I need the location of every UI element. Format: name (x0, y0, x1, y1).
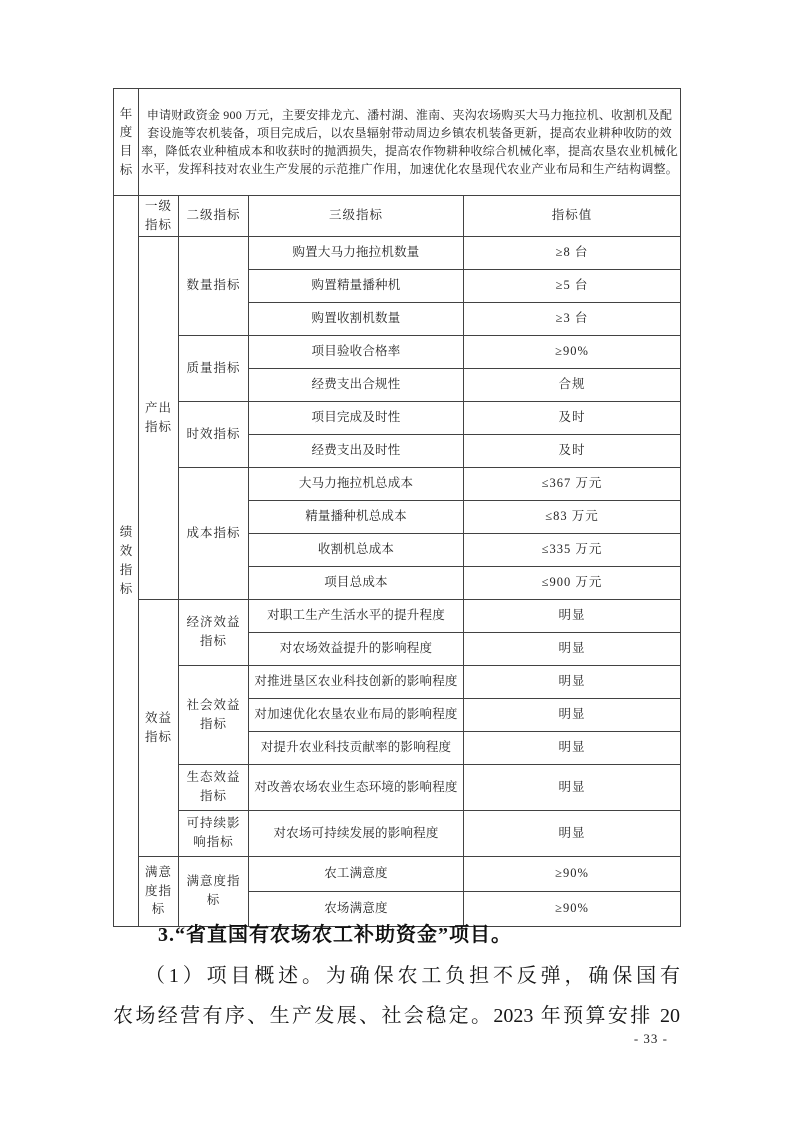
value-cell: 明显 (464, 599, 681, 632)
level1-label-output: 产出指标 (139, 236, 179, 599)
level2-label-ecological: 生态效益指标 (179, 764, 249, 810)
level2-label-economic: 经济效益指标 (179, 599, 249, 665)
performance-indicators-table (113, 88, 681, 927)
section-heading: 3.“省直国有农场农工补助资金”项目。 (158, 924, 512, 946)
paragraph-line-1: （1）项目概述。为确保农工负担不反弹，确保国有 (145, 965, 680, 987)
value-cell: ≤900 万元 (464, 566, 681, 599)
value-cell: ≤335 万元 (464, 533, 681, 566)
value-cell: 及时 (464, 401, 681, 434)
col-header-level1: 一级指标 (139, 196, 179, 237)
value-cell: 明显 (464, 632, 681, 665)
level2-label-cost: 成本指标 (179, 467, 249, 599)
indicator-cell: 对推进垦区农业科技创新的影响程度 (249, 665, 464, 698)
indicator-cell: 对加速优化农垦农业布局的影响程度 (249, 698, 464, 731)
table-row (114, 599, 681, 632)
indicator-cell: 项目总成本 (249, 566, 464, 599)
indicator-cell: 项目验收合格率 (249, 335, 464, 368)
value-cell: ≤367 万元 (464, 467, 681, 500)
value-cell: ≥90% (464, 856, 681, 891)
table-row (114, 856, 681, 891)
perf-side-label: 绩效指标 (114, 196, 139, 927)
indicator-cell: 对农场可持续发展的影响程度 (249, 810, 464, 856)
table-row (114, 764, 681, 810)
col-header-value: 指标值 (464, 196, 681, 237)
level1-label-satisfaction: 满意度指标 (139, 856, 179, 926)
value-cell: ≥90% (464, 335, 681, 368)
indicator-cell: 购置收割机数量 (249, 302, 464, 335)
level2-label-timeliness: 时效指标 (179, 401, 249, 467)
value-cell: 明显 (464, 731, 681, 764)
value-cell: 明显 (464, 698, 681, 731)
annual-goal-label: 年度目标 (114, 89, 139, 196)
level2-label-quantity: 数量指标 (179, 236, 249, 335)
section-project-3 (113, 918, 680, 1036)
value-cell: 明显 (464, 665, 681, 698)
value-cell: 明显 (464, 764, 681, 810)
value-cell: ≤83 万元 (464, 500, 681, 533)
value-cell: 及时 (464, 434, 681, 467)
value-cell: ≥8 台 (464, 236, 681, 269)
indicator-cell: 精量播种机总成本 (249, 500, 464, 533)
table-header-row (114, 196, 681, 237)
indicator-cell: 对改善农场农业生态环境的影响程度 (249, 764, 464, 810)
level2-label-satisfaction: 满意度指标 (179, 856, 249, 926)
indicator-cell: 经费支出及时性 (249, 434, 464, 467)
indicator-cell: 收割机总成本 (249, 533, 464, 566)
value-cell: ≥5 台 (464, 269, 681, 302)
indicator-cell: 购置大马力拖拉机数量 (249, 236, 464, 269)
value-cell: 合规 (464, 368, 681, 401)
indicator-cell: 经费支出合规性 (249, 368, 464, 401)
indicator-cell: 大马力拖拉机总成本 (249, 467, 464, 500)
value-cell: ≥90% (464, 891, 681, 926)
paragraph-line-2: 农场经营有序、生产发展、社会稳定。2023 年预算安排 20 (113, 1005, 680, 1027)
page-number: - 33 - (633, 1031, 668, 1046)
indicator-cell: 农工满意度 (249, 856, 464, 891)
table-row (114, 236, 681, 269)
indicator-cell: 对职工生产生活水平的提升程度 (249, 599, 464, 632)
table-row (114, 665, 681, 698)
table-row (114, 401, 681, 434)
level2-label-social: 社会效益指标 (179, 665, 249, 764)
table-row (114, 467, 681, 500)
indicator-cell: 项目完成及时性 (249, 401, 464, 434)
value-cell: 明显 (464, 810, 681, 856)
indicator-cell: 对农场效益提升的影响程度 (249, 632, 464, 665)
value-cell: ≥3 台 (464, 302, 681, 335)
table-row (114, 810, 681, 856)
level2-label-sustainability: 可持续影响指标 (179, 810, 249, 856)
annual-goal-row (114, 89, 681, 196)
indicator-cell: 对提升农业科技贡献率的影响程度 (249, 731, 464, 764)
col-header-level2: 二级指标 (179, 196, 249, 237)
level1-label-benefit: 效益指标 (139, 599, 179, 856)
table-row (114, 335, 681, 368)
indicator-cell: 农场满意度 (249, 891, 464, 926)
col-header-level3: 三级指标 (249, 196, 464, 237)
indicator-cell: 购置精量播种机 (249, 269, 464, 302)
level2-label-quality: 质量指标 (179, 335, 249, 401)
annual-goal-text: 申请财政资金 900 万元，主要安排龙亢、潘村湖、淮南、夹沟农场购买大马力拖拉机、收割机及配套设施等农机装备，项目完成后，以农垦辐射带动周边乡镇农机装备更新，提高农业耕种收防的效率，降低农业种植成本和收获时的抛洒损失，提高农作物耕种收综合机械化率，提高农垦农业机械化水平，发挥科技对农业生产发展的示范推广作用，加速优化农垦现代农业产业布局和生产结构调整。 (139, 89, 681, 196)
